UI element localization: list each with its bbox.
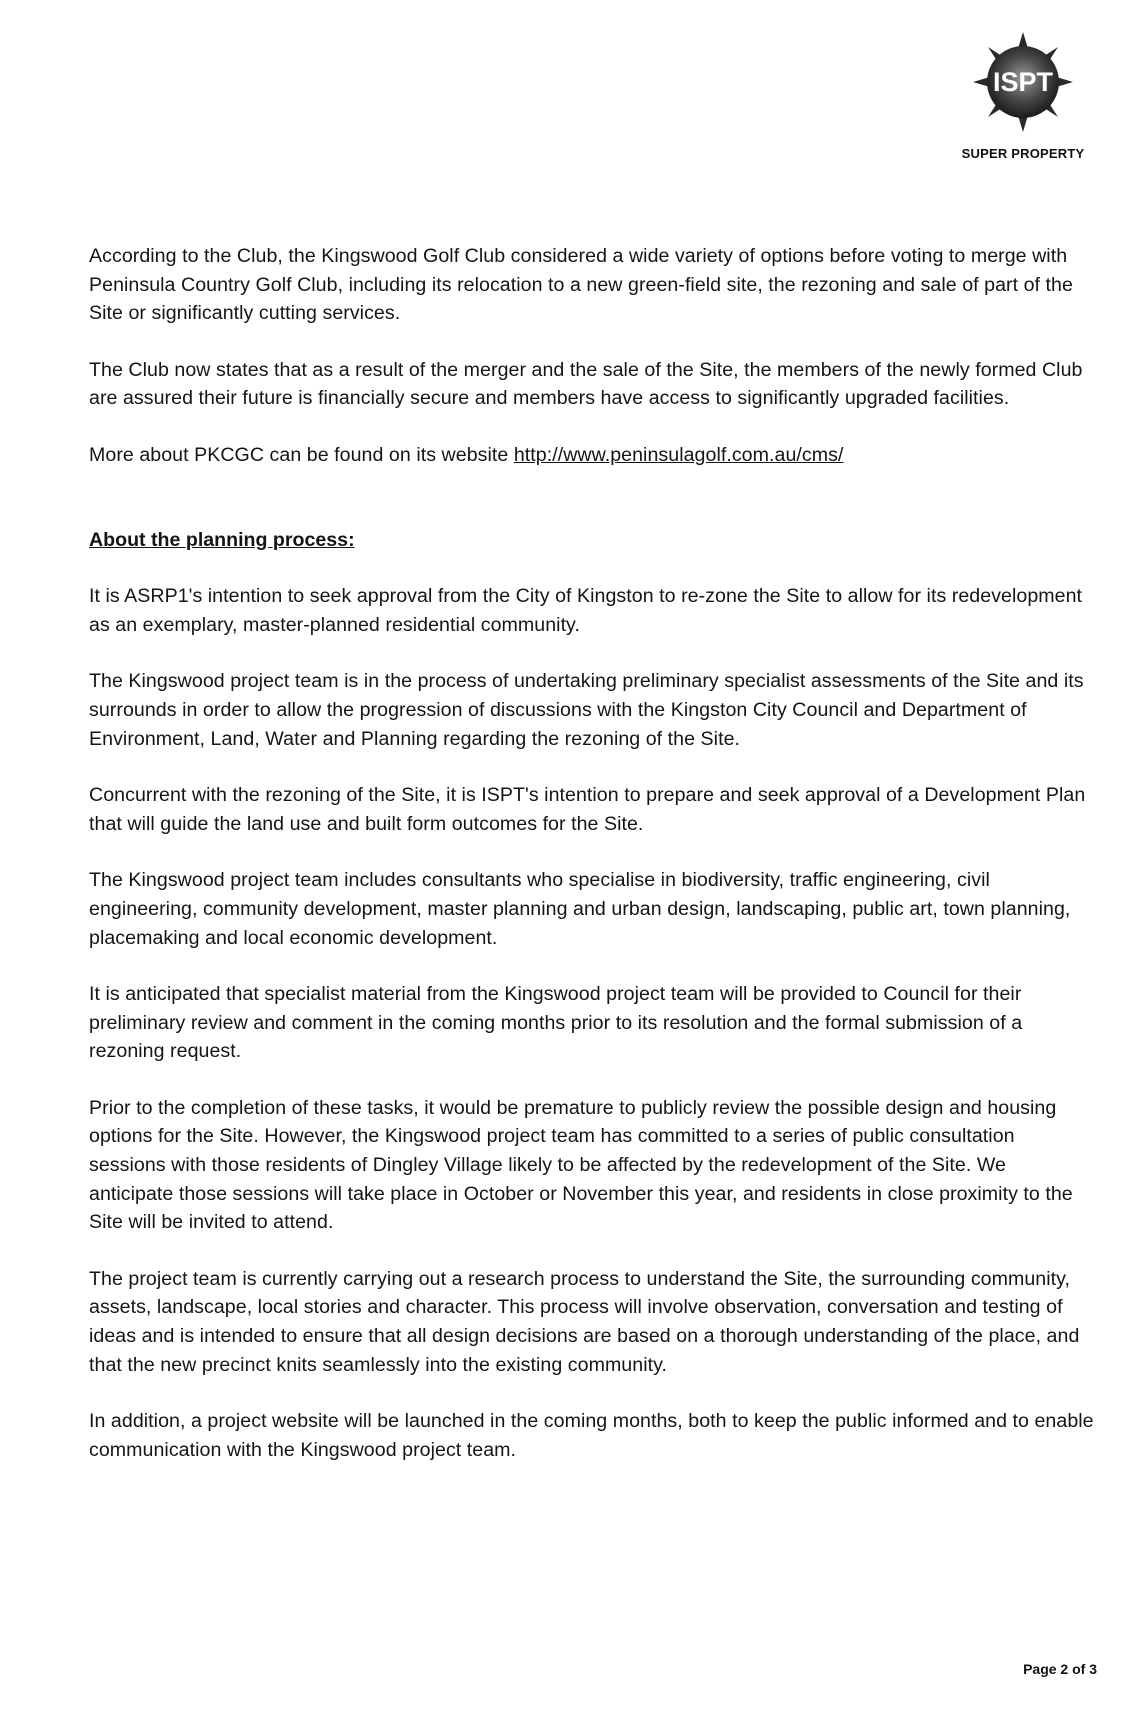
page-number: Page 2 of 3 bbox=[1023, 1661, 1097, 1677]
logo-tagline: SUPER PROPERTY bbox=[961, 146, 1085, 161]
planning-paragraph-8: In addition, a project website will be launched in the coming months, both to keep the public informed and to enable communication with the Kingswood project team. bbox=[89, 1410, 1094, 1461]
website-intro-text: More about PKCGC can be found on its website bbox=[89, 443, 514, 466]
planning-paragraph-4: The Kingswood project team includes consultants who specialise in biodiversity, traffic engineering, civil engineering, community development, master planning and urban design, landscaping, public art, town planning, placemaking and local economic development. bbox=[89, 869, 1071, 949]
planning-paragraph-2: The Kingswood project team is in the process of undertaking preliminary specialist assessments of the Site and its surrounds in order to allow the progression of discussions with the Kingston City Council and Department of Environment, Land, Water and Planning regarding the rezoning of the Site. bbox=[89, 670, 1084, 750]
intro-paragraph-3 bbox=[89, 441, 1094, 470]
planning-paragraph-3: Concurrent with the rezoning of the Site, it is ISPT's intention to prepare and seek approval of a Development Plan that will guide the land use and built form outcomes for the Site. bbox=[89, 784, 1086, 835]
planning-paragraph-6: Prior to the completion of these tasks, it would be premature to publicly review the possible design and housing options for the Site. However, the Kingswood project team has committed to a series of public consultation sessions with those residents of Dingley Village likely to be affected by the redevelopment of the Site. We anticipate those sessions will take place in October or November this year, and residents in close proximity to the Site will be invited to attend. bbox=[89, 1096, 1073, 1234]
intro-paragraph-1: According to the Club, the Kingswood Golf Club considered a wide variety of options before voting to merge with Peninsula Country Golf Club, including its relocation to a new green-field site, the rezoning and sale of part of the Site or significantly cutting services. bbox=[89, 245, 1073, 325]
ispt-logo bbox=[948, 30, 1098, 170]
planning-paragraph-5: It is anticipated that specialist material from the Kingswood project team will be provided to Council for their preliminary review and comment in the coming months prior to its resolution and the formal submission of a rezoning request. bbox=[89, 983, 1023, 1063]
intro-paragraph-2: The Club now states that as a result of the merger and the sale of the Site, the members of the newly formed Club are assured their future is financially secure and members have access to significantly upgraded facilities. bbox=[89, 358, 1083, 410]
document-body bbox=[89, 242, 1094, 1492]
ispt-logo-emblem bbox=[971, 30, 1075, 134]
planning-section-heading: About the planning process: bbox=[89, 528, 355, 551]
logo-wordmark: ISPT bbox=[992, 67, 1054, 97]
planning-paragraph-7: The project team is currently carrying out a research process to understand the Site, the surrounding community, assets, landscape, local stories and character. This process will involve observation, conversation and testing of ideas and is intended to ensure that all design decisions are based on a thorough understanding of the place, and that the new precinct knits seamlessly into the existing community. bbox=[89, 1267, 1080, 1376]
planning-paragraph-1: It is ASRP1's intention to seek approval from the City of Kingston to re-zone the Site to allow for its redevelopment as an exemplary, master-planned residential community. bbox=[89, 585, 1083, 636]
pkcgc-website-link[interactable]: http://www.peninsulagolf.com.au/cms/ bbox=[513, 443, 844, 466]
